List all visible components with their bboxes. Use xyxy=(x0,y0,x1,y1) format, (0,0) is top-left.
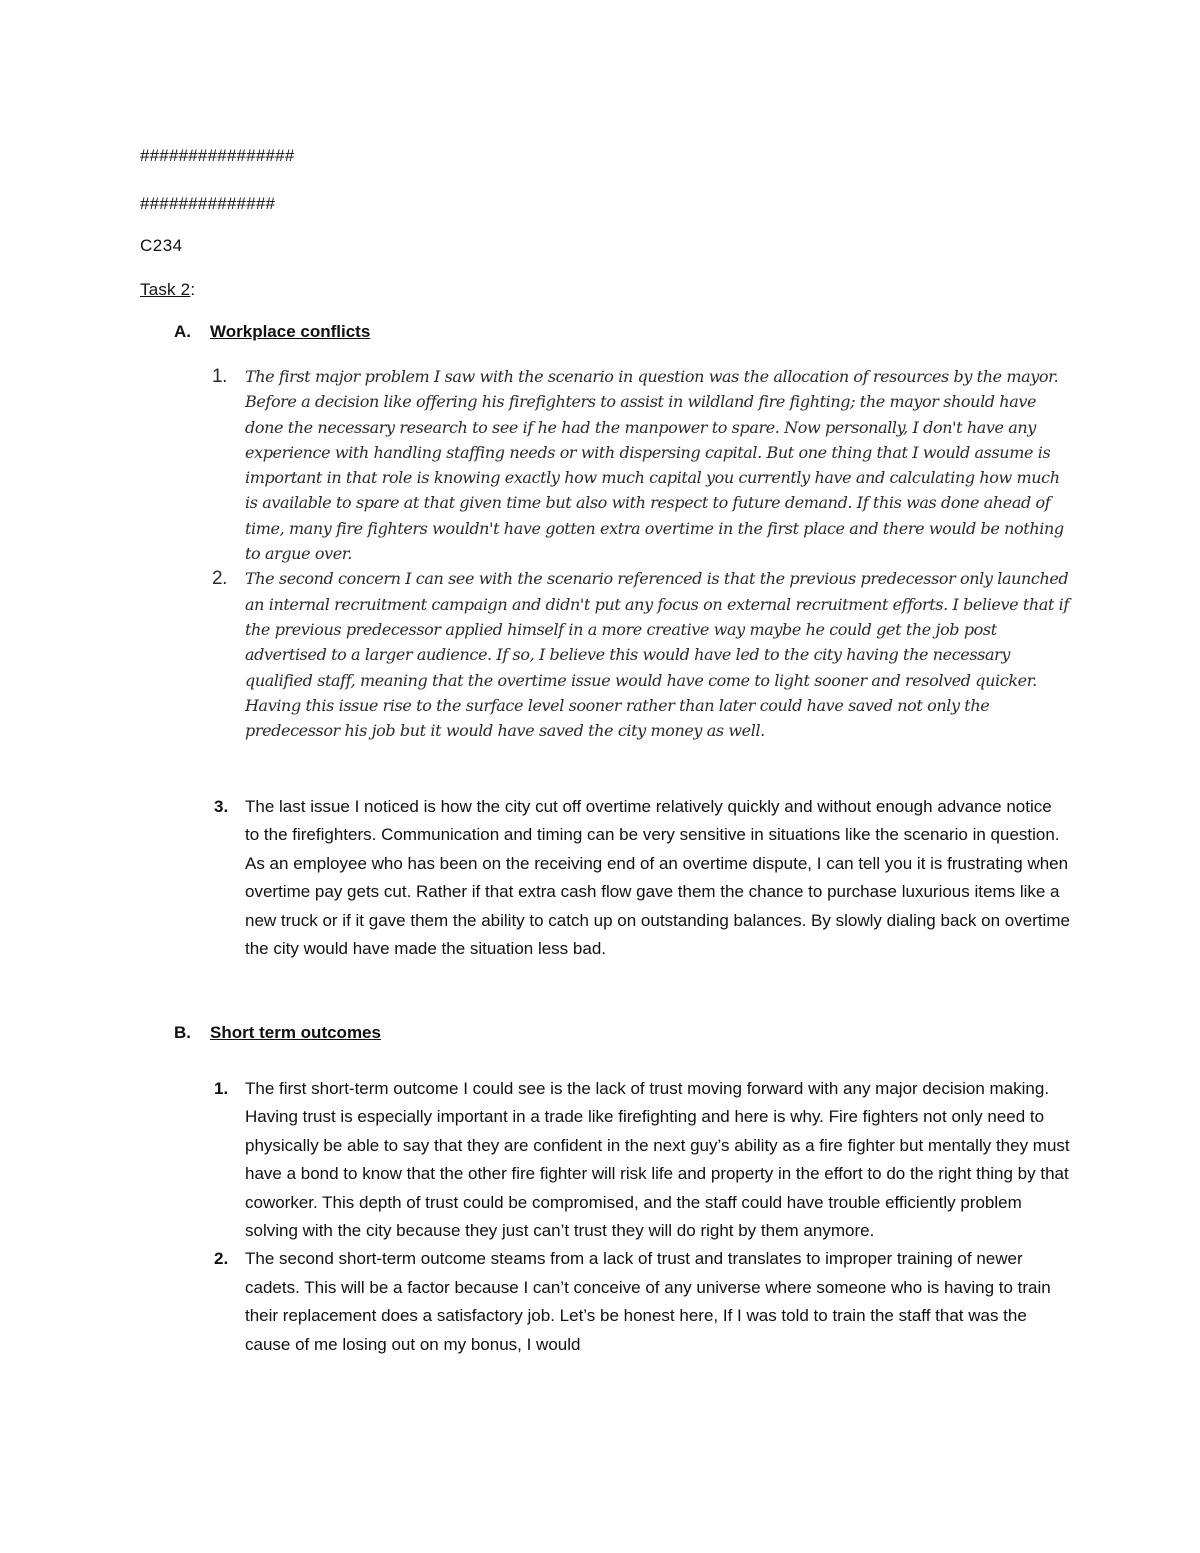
section-b-letter: B. xyxy=(174,1023,191,1042)
section-a-letter: A. xyxy=(174,322,191,341)
course-code: C234 xyxy=(140,236,183,255)
section-b-heading xyxy=(174,1023,381,1043)
list-item-number: 3. xyxy=(214,797,229,816)
list-item-number: 2. xyxy=(214,1249,229,1269)
list-item xyxy=(210,793,1070,963)
list-item-number: 1. xyxy=(212,366,228,387)
list-item-number: 1. xyxy=(214,1079,229,1098)
task-label: Task 2 xyxy=(140,280,191,299)
list-item xyxy=(210,1075,1070,1245)
list-item-number: 2. xyxy=(212,568,228,590)
section-b-title: Short term outcomes xyxy=(210,1023,381,1042)
section-a-list-plain xyxy=(210,793,1070,963)
redacted-name: ################ xyxy=(140,146,295,165)
redacted-id: ############## xyxy=(140,194,276,213)
list-item xyxy=(210,1245,1070,1359)
task-heading xyxy=(140,280,195,300)
section-a-list-italic xyxy=(210,364,1070,743)
list-item-text: The first major problem I saw with the scenario in question was the allocation of resources by the mayor. Before a decision like offering his firefighters to assist in wildland fire fighting; the mayor should have done the necessary research to see if he had the manpower to spare. Now personally, I don't have any experience with handling staffing needs or with dispersing capital. But one thing that I would assume is important in that role is knowing exactly how much capital you currently have and calculating how much is available to spare at that given time but also with respect to future demand. If this was done ahead of time, many fire fighters wouldn't have gotten extra overtime in the first place and there would be nothing to argue over. xyxy=(245,367,1064,564)
section-a-title: Workplace conflicts xyxy=(210,322,371,341)
section-b-list xyxy=(210,1075,1070,1359)
list-item xyxy=(210,364,1070,566)
section-a-heading xyxy=(174,322,370,342)
list-item-text: The second concern I can see with the scenario referenced is that the previous predecessor only launched an internal recruitment campaign and didn't put any focus on external recruitment efforts. I believe that if the previous predecessor applied himself in a more creative way maybe he could get the job post advertised to a larger audience. If so, I believe this would have led to the city having the necessary qualified staff, meaning that the overtime issue would have come to light sooner and resolved quicker. Having this issue rise to the surface level sooner rather than later could have saved not only the predecessor his job but it would have saved the city money as well. xyxy=(245,569,1069,741)
task-colon: : xyxy=(190,280,196,299)
list-item xyxy=(210,566,1070,743)
list-item-text: The last issue I noticed is how the city cut off overtime relatively quickly and without enough advance notice to the firefighters. Communication and timing can be very sensitive in situations like the scenario in question. As an employee who has been on the receiving end of an overtime dispute, I can tell you it is frustrating when overtime pay gets cut. Rather if that extra cash flow gave them the chance to purchase luxurious items like a new truck or if it gave them the ability to catch up on outstanding balances. By slowly dialing back on overtime the city would have made the situation less bad. xyxy=(245,797,1070,959)
list-item-text: The first short-term outcome I could see is the lack of trust moving forward with any major decision making. Having trust is especially important in a trade like firefighting and here is why. Fire fighters not only need to physically be able to say that they are confident in the next guy’s ability as a fire fighter but mentally they must have a bond to know that the other fire fighter will risk life and property in the effort to do the right thing by that coworker. This depth of trust could be compromised, and the staff could have trouble efficiently problem solving with the city because they just can’t trust they will do right by them anymore. xyxy=(245,1079,1070,1241)
list-item-text: The second short-term outcome steams from a lack of trust and translates to improper training of newer cadets. This will be a factor because I can’t conceive of any universe where someone who is having to train their replacement does a satisfactory job. Let’s be honest here, If I was told to train the staff that was the cause of me losing out on my bonus, I would xyxy=(245,1249,1051,1354)
